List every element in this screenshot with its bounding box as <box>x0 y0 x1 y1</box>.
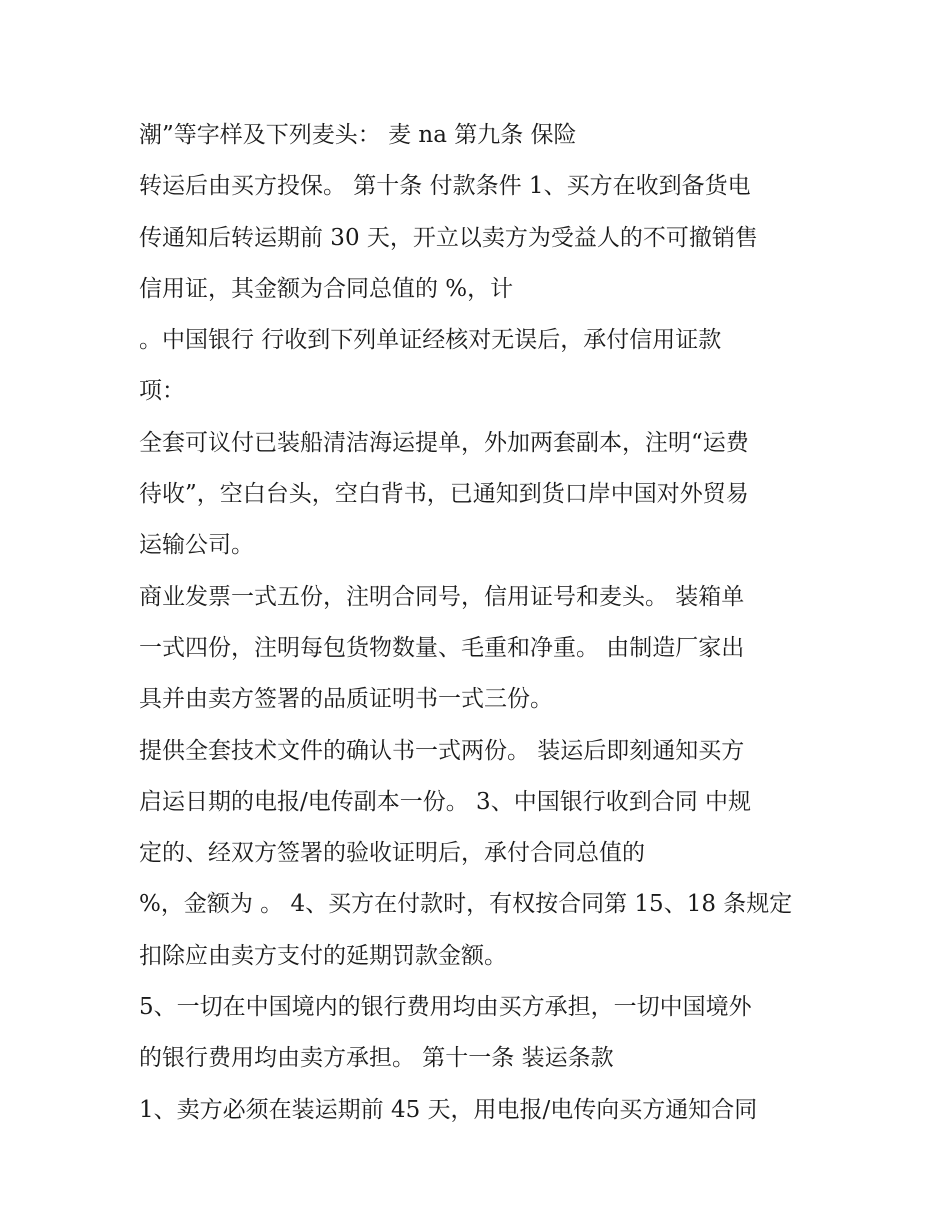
text-line: 的银行费用均由卖方承担。 第十一条 装运条款 <box>139 1045 614 1072</box>
text-line: 全套可议付已装船清洁海运提单，外加两套副本，注明“运费 <box>139 429 749 456</box>
text-line: 定的、经双方签署的验收证明后，承付合同总值的 <box>139 840 645 867</box>
text-line: %，金额为 。 4、买方在付款时，有权按合同第 15、18 条规定 <box>139 891 793 918</box>
text-line: 提供全套技术文件的确认书一式两份。 装运后即刻通知买方 <box>139 737 745 764</box>
text-line: 信用证，其金额为合同总值的 %，计 <box>139 275 514 302</box>
document-body <box>139 110 839 1136</box>
text-line: 商业发票一式五份，注明合同号，信用证号和麦头。 装箱单 <box>139 583 745 610</box>
text-line: 转运后由买方投保。 第十条 付款条件 1、买方在收到备货电 <box>139 173 751 200</box>
text-line: 潮”等字样及下列麦头： 麦 na 第九条 保险 <box>139 122 577 148</box>
text-line: 。中国银行 行收到下列单证经核对无误后，承付信用证款 <box>139 327 722 354</box>
text-line: 1、卖方必须在装运期前 45 天，用电报/电传向买方通知合同 <box>139 1096 758 1123</box>
text-line: 5、一切在中国境内的银行费用均由买方承担，一切中国境外 <box>139 994 752 1021</box>
text-line: 一式四份，注明每包货物数量、毛重和净重。 由制造厂家出 <box>139 634 745 661</box>
text-line: 扣除应由卖方支付的延期罚款金额。 <box>139 942 507 969</box>
text-line: 待收”，空白台头，空白背书，已通知到货口岸中国对外贸易 <box>139 481 749 508</box>
text-line: 启运日期的电报/电传副本一份。 3、中国银行收到合同 中规 <box>139 788 752 815</box>
text-line: 传通知后转运期前 30 天，开立以卖方为受益人的不可撤销售 <box>139 224 758 251</box>
text-line: 具并由卖方签署的品质证明书一式三份。 <box>139 686 553 713</box>
text-line: 项： <box>139 378 185 405</box>
text-line: 运输公司。 <box>139 532 254 559</box>
